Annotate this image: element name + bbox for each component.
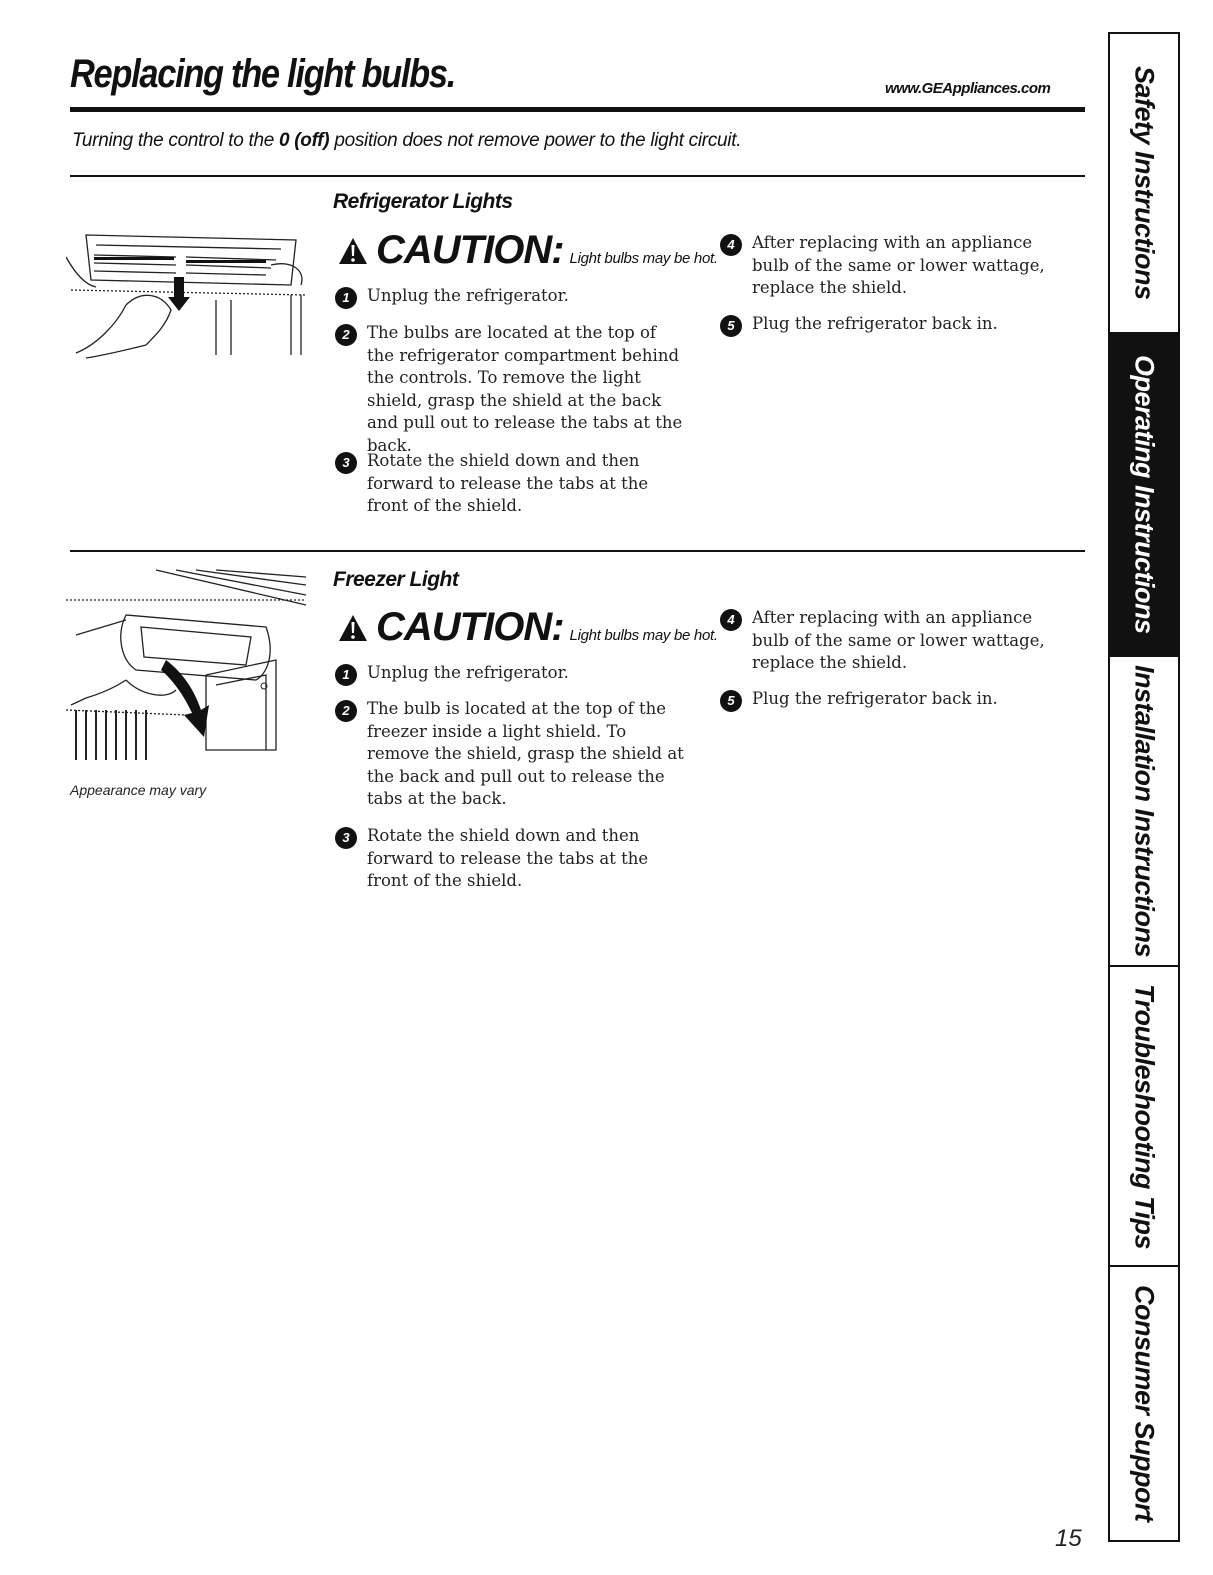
- tab-label: Operating Instructions: [1129, 355, 1160, 634]
- intro-post: position does not remove power to the light circuit.: [329, 130, 742, 151]
- warning-triangle-icon: [338, 614, 368, 642]
- tab-label: Troubleshooting Tips: [1129, 983, 1160, 1249]
- tab-safety-instructions[interactable]: [1110, 34, 1178, 332]
- step-text: Unplug the refrigerator.: [367, 663, 569, 682]
- page-title: Replacing the light bulbs.: [70, 52, 456, 96]
- intro-note: [72, 130, 741, 152]
- step-number: 5: [720, 315, 742, 337]
- step-item: [335, 285, 687, 309]
- caution-word: CAUTION:: [376, 605, 564, 649]
- caution-word: CAUTION:: [376, 228, 564, 272]
- website-url[interactable]: www.GEAppliances.com: [885, 80, 1051, 97]
- step-text: After replacing with an appliance bulb of the same or lower wattage, replace the shield.: [752, 233, 1045, 297]
- step-text: After replacing with an appliance bulb of the same or lower wattage, replace the shield.: [752, 608, 1045, 672]
- caution-text: Light bulbs may be hot.: [569, 250, 718, 267]
- tab-operating-instructions[interactable]: [1110, 332, 1178, 657]
- step-number: 2: [335, 324, 357, 346]
- tab-label: Consumer Support: [1129, 1285, 1160, 1522]
- step-text: The bulbs are located at the top of the refrigerator compartment behind the controls. To remove the light shield, grasp the shield at the back and pull out to release the tabs at the back.: [367, 323, 683, 455]
- step-item: [720, 232, 1072, 300]
- step-text: Rotate the shield down and then forward to release the tabs at the front of the shield.: [367, 451, 649, 515]
- section-title-freezer: Freezer Light: [333, 568, 459, 591]
- step-text: The bulb is located at the top of the freezer inside a light shield. To remove the shield, grasp the shield at the back and pull out to release the tabs at the back.: [367, 699, 684, 808]
- tab-consumer-support[interactable]: [1110, 1265, 1178, 1540]
- section-title-refrigerator: Refrigerator Lights: [333, 190, 513, 213]
- section-divider-1: [70, 175, 1085, 177]
- refrigerator-light-illustration: [66, 215, 311, 360]
- tab-installation-instructions[interactable]: [1110, 657, 1178, 965]
- page-number: 15: [1055, 1525, 1082, 1552]
- side-tabs: [1108, 32, 1180, 1542]
- intro-pre: Turning the control to the: [72, 130, 280, 151]
- header-rule: [70, 107, 1085, 112]
- step-item: [335, 662, 687, 686]
- step-item: [335, 825, 687, 893]
- section-divider-2: [70, 550, 1085, 552]
- step-number: 3: [335, 452, 357, 474]
- step-number: 2: [335, 700, 357, 722]
- tab-label: Installation Instructions: [1129, 664, 1160, 958]
- step-text: Unplug the refrigerator.: [367, 286, 569, 305]
- step-number: 3: [335, 827, 357, 849]
- step-text: Rotate the shield down and then forward to release the tabs at the front of the shield.: [367, 826, 649, 890]
- freezer-light-illustration: [66, 565, 311, 770]
- step-item: [720, 313, 1072, 337]
- step-number: 4: [720, 234, 742, 256]
- step-text: Plug the refrigerator back in.: [752, 314, 998, 333]
- caution-refrigerator: [338, 228, 718, 273]
- step-number: 5: [720, 690, 742, 712]
- step-item: [335, 698, 687, 811]
- step-item: [335, 450, 687, 518]
- step-item: [720, 688, 1072, 712]
- caution-text: Light bulbs may be hot.: [569, 627, 718, 644]
- warning-triangle-icon: [338, 237, 368, 265]
- intro-bold: 0 (off): [279, 130, 330, 151]
- tab-label: Safety Instructions: [1129, 66, 1160, 300]
- illustration-caption: Appearance may vary: [70, 782, 207, 798]
- step-number: 1: [335, 664, 357, 686]
- step-item: [335, 322, 687, 457]
- caution-freezer: [338, 605, 718, 650]
- step-text: Plug the refrigerator back in.: [752, 689, 998, 708]
- step-number: 4: [720, 609, 742, 631]
- step-number: 1: [335, 287, 357, 309]
- tab-troubleshooting-tips[interactable]: [1110, 965, 1178, 1265]
- step-item: [720, 607, 1072, 675]
